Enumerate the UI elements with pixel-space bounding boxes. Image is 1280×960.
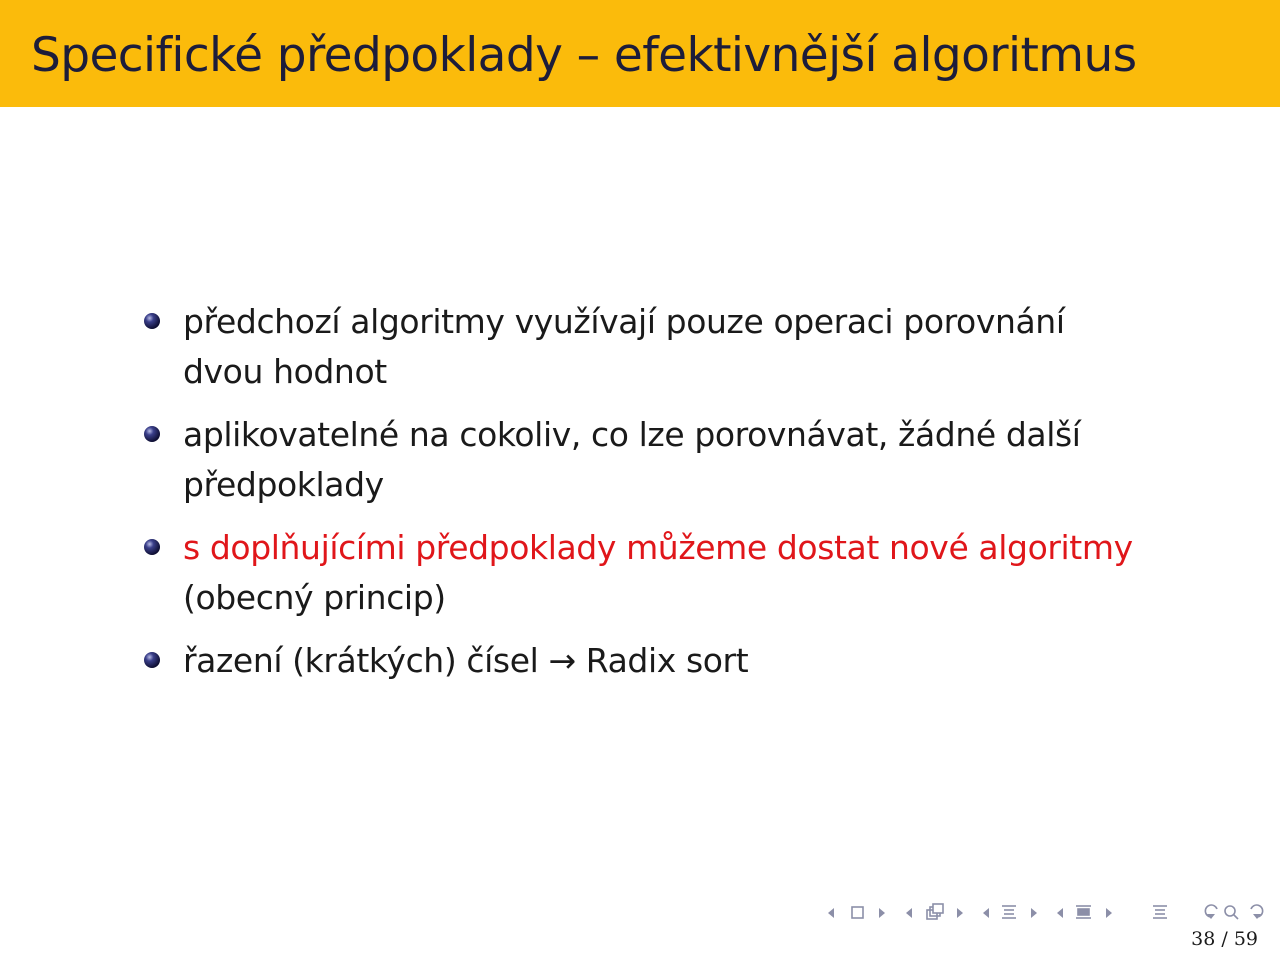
frame-icon[interactable] — [852, 907, 863, 918]
bullet-ball-icon — [143, 651, 161, 669]
page-total: 59 — [1233, 928, 1258, 950]
page-separator: / — [1221, 928, 1228, 950]
back-icon[interactable] — [1205, 905, 1217, 919]
prev-subsection-icon[interactable] — [906, 908, 912, 918]
page-current: 38 — [1191, 928, 1216, 950]
bullet-line: řazení (krátkých) čísel → Radix sort — [183, 641, 749, 680]
bullet-ball-icon — [143, 538, 161, 556]
next-document-icon[interactable] — [1106, 908, 1112, 918]
bullet-item — [142, 297, 1202, 397]
bullet-ball-icon — [143, 425, 161, 443]
bullet-line: dvou hodnot — [183, 352, 387, 391]
bullet-item — [142, 636, 1202, 686]
bullet-line: (obecný princip) — [183, 578, 446, 617]
search-icon[interactable] — [1225, 906, 1238, 919]
document-icon[interactable] — [1153, 906, 1167, 918]
next-subsection-icon[interactable] — [957, 908, 963, 918]
next-section-icon[interactable] — [1031, 908, 1037, 918]
bullet-item — [142, 410, 1202, 510]
bullet-item — [142, 523, 1202, 623]
bullet-line: předpoklady — [183, 465, 384, 504]
navigation-bar — [824, 900, 1272, 926]
prev-frame-icon[interactable] — [828, 908, 834, 918]
subsection-icon[interactable] — [927, 904, 943, 919]
page-number — [1191, 928, 1258, 950]
prev-document-icon[interactable] — [1057, 908, 1063, 918]
bullet-line: aplikovatelné na cokoliv, co lze porovnávat, žádné další — [183, 415, 1081, 454]
slide-title: Specifické předpoklady – efektivnější algoritmus — [31, 28, 1137, 83]
forward-icon[interactable] — [1251, 905, 1263, 919]
bullet-line: předchozí algoritmy využívají pouze operaci porovnání — [183, 302, 1065, 341]
bullet-line-emphasis: s doplňujícími předpoklady můžeme dostat nové algoritmy — [183, 528, 1133, 567]
document-part-icon[interactable] — [1076, 906, 1091, 918]
title-bar — [0, 0, 1280, 107]
bullet-ball-icon — [143, 312, 161, 330]
prev-section-icon[interactable] — [983, 908, 989, 918]
next-frame-icon[interactable] — [879, 908, 885, 918]
section-icon[interactable] — [1002, 906, 1016, 918]
bullet-list — [142, 297, 1202, 699]
